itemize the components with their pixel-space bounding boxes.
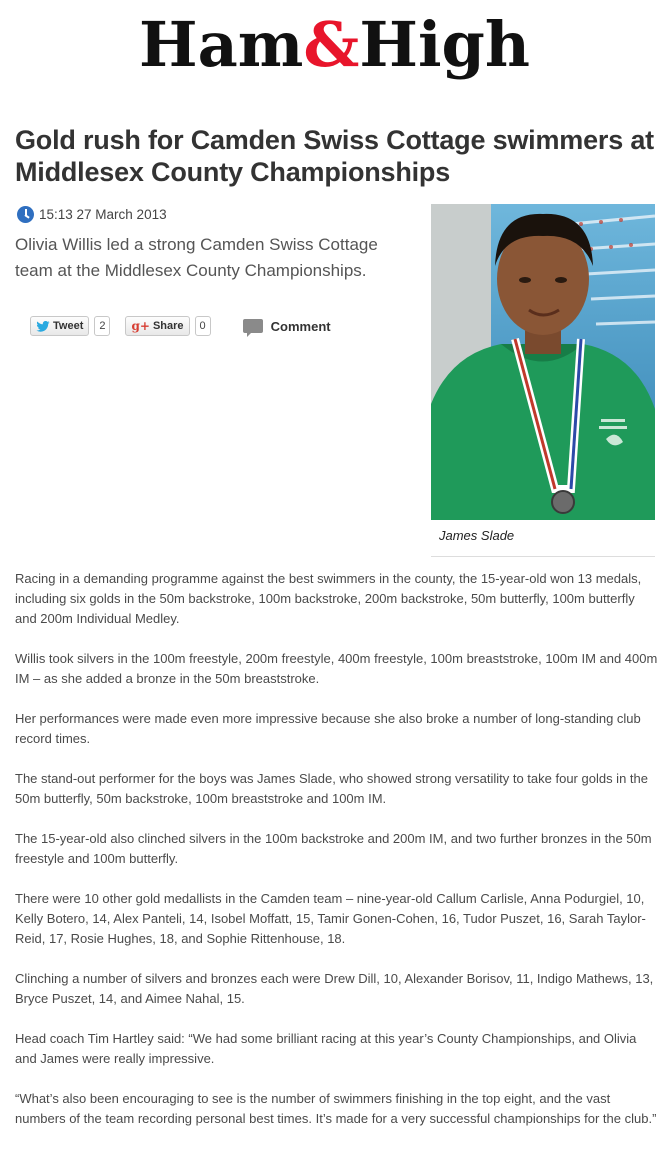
timestamp-text: 15:13 27 March 2013 — [39, 206, 167, 222]
body-paragraph: Racing in a demanding programme against the best swimmers in the county, the 15-year-old won 13 medals, including six golds in the 50m backstroke, 100m backstroke, 200m backstroke, 50m butterfly, 100m butterfly and 200m Individual Medley. — [15, 571, 642, 626]
clock-icon — [17, 206, 34, 223]
share-label: Share — [152, 320, 184, 332]
photo-caption: James Slade — [439, 528, 515, 543]
logo-high: High — [359, 8, 530, 81]
body-paragraph: The stand-out performer for the boys was James Slade, who showed strong versatility to take four golds in the 50m butterfly, 50m backstroke, 100m breaststroke and 100m IM. — [15, 771, 648, 806]
tweet-count: 2 — [94, 316, 110, 336]
social-share-bar — [30, 315, 331, 337]
article-photo — [431, 204, 655, 520]
article-headline: Gold rush for Camden Swiss Cottage swimmers at Middlesex County Championships — [15, 125, 654, 187]
twitter-bird-icon — [36, 321, 50, 332]
comment-link[interactable] — [243, 319, 331, 334]
logo-ham: Ham — [139, 8, 304, 81]
site-logo[interactable] — [0, 10, 669, 80]
body-paragraph: There were 10 other gold medallists in the Camden team – nine-year-old Callum Carlisle, Anna Podurgiel, 10, Kelly Botero, 14, Alex Panteli, 14, Isobel Moffatt, 15, Tamir Gonen-Cohen, 16, Tudor Puszet, 16, Sarah Taylor-Reid, 17, Rosie Hughes, 18, and Sophie Rittenhouse, 18. — [15, 891, 646, 946]
google-share-button[interactable] — [125, 316, 189, 336]
body-paragraph: Clinching a number of silvers and bronzes each were Drew Dill, 10, Alexander Borisov, 11, Indigo Mathews, 13, Bryce Puszet, 14, and Aimee Nahal, 15. — [15, 971, 654, 1006]
body-paragraph: Her performances were made even more impressive because she also broke a number of long-standing club record times. — [15, 711, 641, 746]
comment-label: Comment — [270, 318, 331, 334]
article-body — [15, 569, 658, 1149]
google-plus-icon: g+ — [131, 319, 150, 333]
article-standfirst: Olivia Willis led a strong Camden Swiss Cottage team at the Middlesex County Championships. — [15, 235, 378, 280]
body-paragraph: The 15-year-old also clinched silvers in the 100m backstroke and 200m IM, and two further bronzes in the 50m freestyle and 100m butterfly. — [15, 831, 652, 866]
body-paragraph: “What’s also been encouraging to see is the number of swimmers finishing in the top eight, and the vast numbers of the team recording personal best times. It’s made for a very successful championships for the club.” — [15, 1091, 657, 1126]
body-paragraph: Willis took silvers in the 100m freestyle, 200m freestyle, 400m freestyle, 100m breaststroke, 100m IM and 400m IM – as she added a bronze in the 50m breaststroke. — [15, 651, 658, 686]
caption-divider — [431, 556, 655, 557]
body-paragraph: Head coach Tim Hartley said: “We had some brilliant racing at this year’s County Championships, and Olivia and James were really impressive. — [15, 1031, 637, 1066]
tweet-button[interactable] — [30, 316, 89, 336]
swimmer-photo-illustration — [431, 204, 655, 520]
comment-bubble-icon — [243, 319, 263, 333]
article-timestamp — [17, 204, 167, 224]
logo-ampersand: & — [303, 8, 360, 81]
tweet-label: Tweet — [53, 320, 84, 332]
share-count: 0 — [195, 316, 211, 336]
